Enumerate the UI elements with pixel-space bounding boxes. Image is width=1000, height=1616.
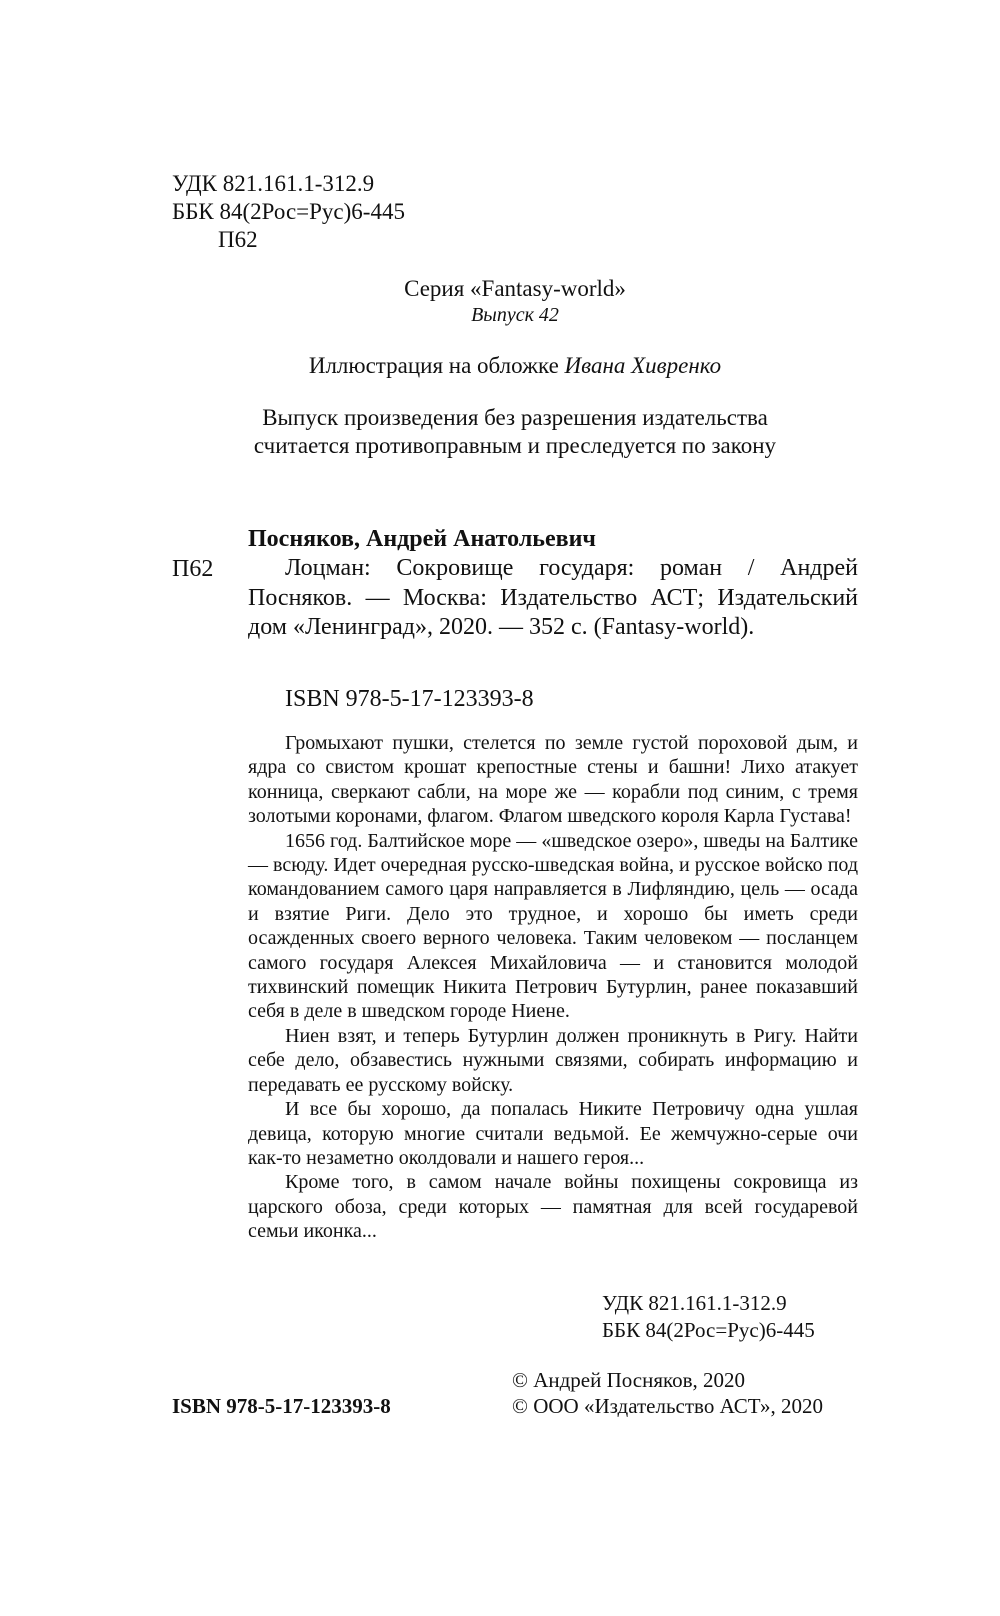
catalog-author-mark: П62 [172, 556, 214, 582]
copyright-notice [160, 404, 870, 460]
illustration-artist: Ивана Хивренко [564, 353, 722, 378]
catalog-description: Лоцман: Сокровище государя: роман / Андрей Посняков. — Москва: Издательство АСТ; Издательский дом «Ленинград», 2020. — 352 с. (Fantasy-world). [248, 555, 858, 640]
annotation-paragraph: И все бы хорошо, да попалась Никите Петровичу одна ушлая девица, которую многие считали ведьмой. Ее жемчужно-серые очи как-то незаметно околдовали и нашего героя... [248, 1098, 858, 1169]
isbn-bottom: ISBN 978-5-17-123393-8 [172, 1394, 391, 1418]
notice-line-2: считается противоправным и преследуется по закону [253, 433, 777, 458]
author-mark: П62 [218, 227, 258, 252]
catalog-isbn: ISBN 978-5-17-123393-8 [285, 686, 534, 712]
series-issue: Выпуск 42 [471, 304, 559, 326]
annotation-paragraph: 1656 год. Балтийское море — «шведское озеро», шведы на Балтике — всюду. Идет очередная русско-шведская война, и русское войско под командованием самого царя направляется в Лифляндию, цель — осада и взятие Риги. Дело это трудное, и хорошо бы иметь среди осажденных своего верного человека. Таким человеком — посланцем самого государя Алексея Михайловича — и становится молодой тихвинский помещик Никита Петрович Бутурлин, ранее показавший себя в деле в шведском городе Ниене. [248, 829, 858, 1023]
udk-code-bottom: УДК 821.161.1-312.9 [602, 1291, 787, 1315]
illustration-prefix: Иллюстрация на обложке [308, 353, 565, 378]
bottom-classification-block [602, 1290, 815, 1344]
notice-line-1: Выпуск произведения без разрешения издательства [262, 405, 768, 430]
catalog-author-heading: Посняков, Андрей Анатольевич [248, 526, 596, 552]
illustration-credit [160, 352, 870, 380]
copyright-author: © Андрей Посняков, 2020 [512, 1368, 746, 1392]
udk-code: УДК 821.161.1-312.9 [172, 171, 375, 196]
annotation-paragraph: Кроме того, в самом начале войны похищены сокровища из царского обоза, среди которых — памятная для всей государевой семьи иконка... [248, 1171, 858, 1243]
copyright-publisher: © ООО «Издательство АСТ», 2020 [512, 1394, 823, 1418]
annotation-paragraph: Громыхают пушки, стелется по земле густой пороховой дым, и ядра со свистом крошат крепостные стены и башни! Лихо атакует конница, сверкают сабли, на море же — корабли под синим, с тремя золотыми коронами, флагом. Флагом шведского короля Карла Густава! [248, 732, 858, 828]
annotation [248, 731, 858, 1244]
bbk-code: ББК 84(2Рос=Рус)6-445 [172, 199, 405, 224]
top-classification-block [172, 170, 405, 254]
series-block [280, 276, 750, 328]
copyright-block [512, 1367, 823, 1419]
annotation-paragraph: Ниен взят, и теперь Бутурлин должен проникнуть в Ригу. Найти себе дело, обзавестись нужными связями, собирать информацию и передавать ее русскому войску. [248, 1024, 858, 1096]
bbk-code-bottom: ББК 84(2Рос=Рус)6-445 [602, 1318, 815, 1342]
series-title: Серия «Fantasy-world» [404, 276, 626, 301]
